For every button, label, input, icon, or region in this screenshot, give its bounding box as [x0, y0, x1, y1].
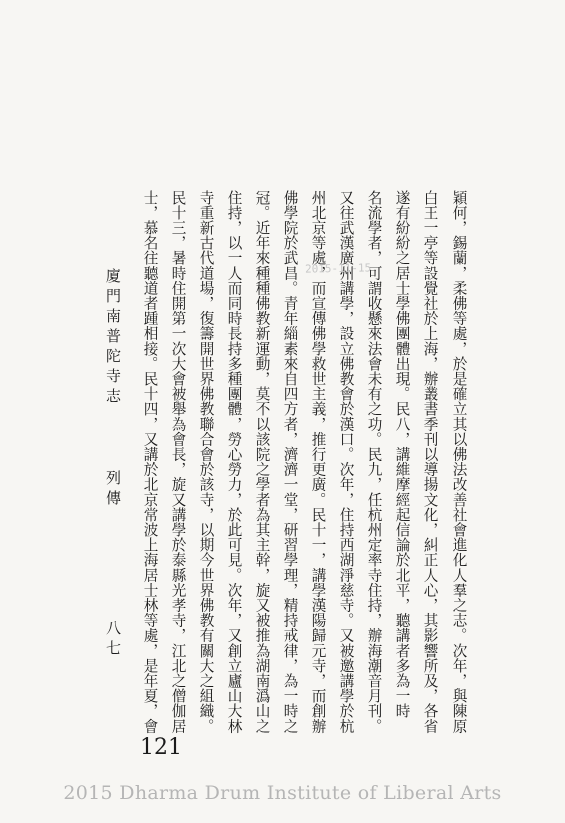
watermark: 2015 Dharma Drum Institute of Liberal Arts — [63, 782, 502, 804]
body-column-12: 士，慕名往聽道者踵相接。民十四，又講於北京常波上海居士林等處，是年夏，會 — [141, 190, 159, 734]
page-number: 121 — [140, 735, 182, 760]
body-column-7: 佛學院於武昌。青年緇素來自四方者，濟濟一堂，研習學理，精持戒律，為一時之 — [281, 190, 299, 734]
running-header-section: 列傳 — [104, 470, 122, 510]
chinese-page-number: 八七 — [104, 620, 122, 660]
body-column-10: 寺重新古代道場，復籌開世界佛教聯合會於該寺，以期今世界佛教有關大之組織。 — [197, 190, 215, 734]
running-header-title: 廈門南普陀寺志 — [104, 268, 122, 408]
scan-stamp: 2015-11-15 — [304, 261, 372, 276]
body-column-3: 遂有紛紛之居士學佛團體出現。民八，講維摩經起信論於北平，聽講者多為一時 — [393, 190, 411, 719]
body-column-9: 住持，以一人而同時長持多種團體，勞心勞力，於此可見。次年，又創立廬山大林 — [225, 190, 243, 734]
body-column-1: 穎何，錫蘭，柔佛等處，於是確立其以佛法改善社會進化人羣之志。次年，與陳原 — [450, 190, 468, 734]
body-column-11: 民十三，暑時住開第一次大會被舉為會長，旋又講學於泰縣光孝寺，江北之僧伽居 — [169, 190, 187, 734]
body-column-8: 冠。近年來種種佛教新運動，莫不以該院之學者為其主幹，旋又被推為湖南潙山之 — [253, 190, 271, 734]
body-column-2: 白王一亭等設覺社於上海，辦叢書季刊以導揚文化，糾正人心，其影響所及，各省 — [421, 190, 439, 734]
body-column-6: 州北京等處，而宣傳佛學救世主義，推行更廣。民十一，講學漢陽歸元寺，而創辦 — [309, 190, 327, 734]
body-column-5: 又往武漢廣州講學，設立佛教會於漢口。次年，住持西湖淨慈寺。又被邀講學於杭 — [337, 190, 355, 734]
body-column-4: 名流學者，可謂收懸來法會未有之功。民九，任杭州定率寺住持，辦海潮音月刊。 — [365, 190, 383, 734]
